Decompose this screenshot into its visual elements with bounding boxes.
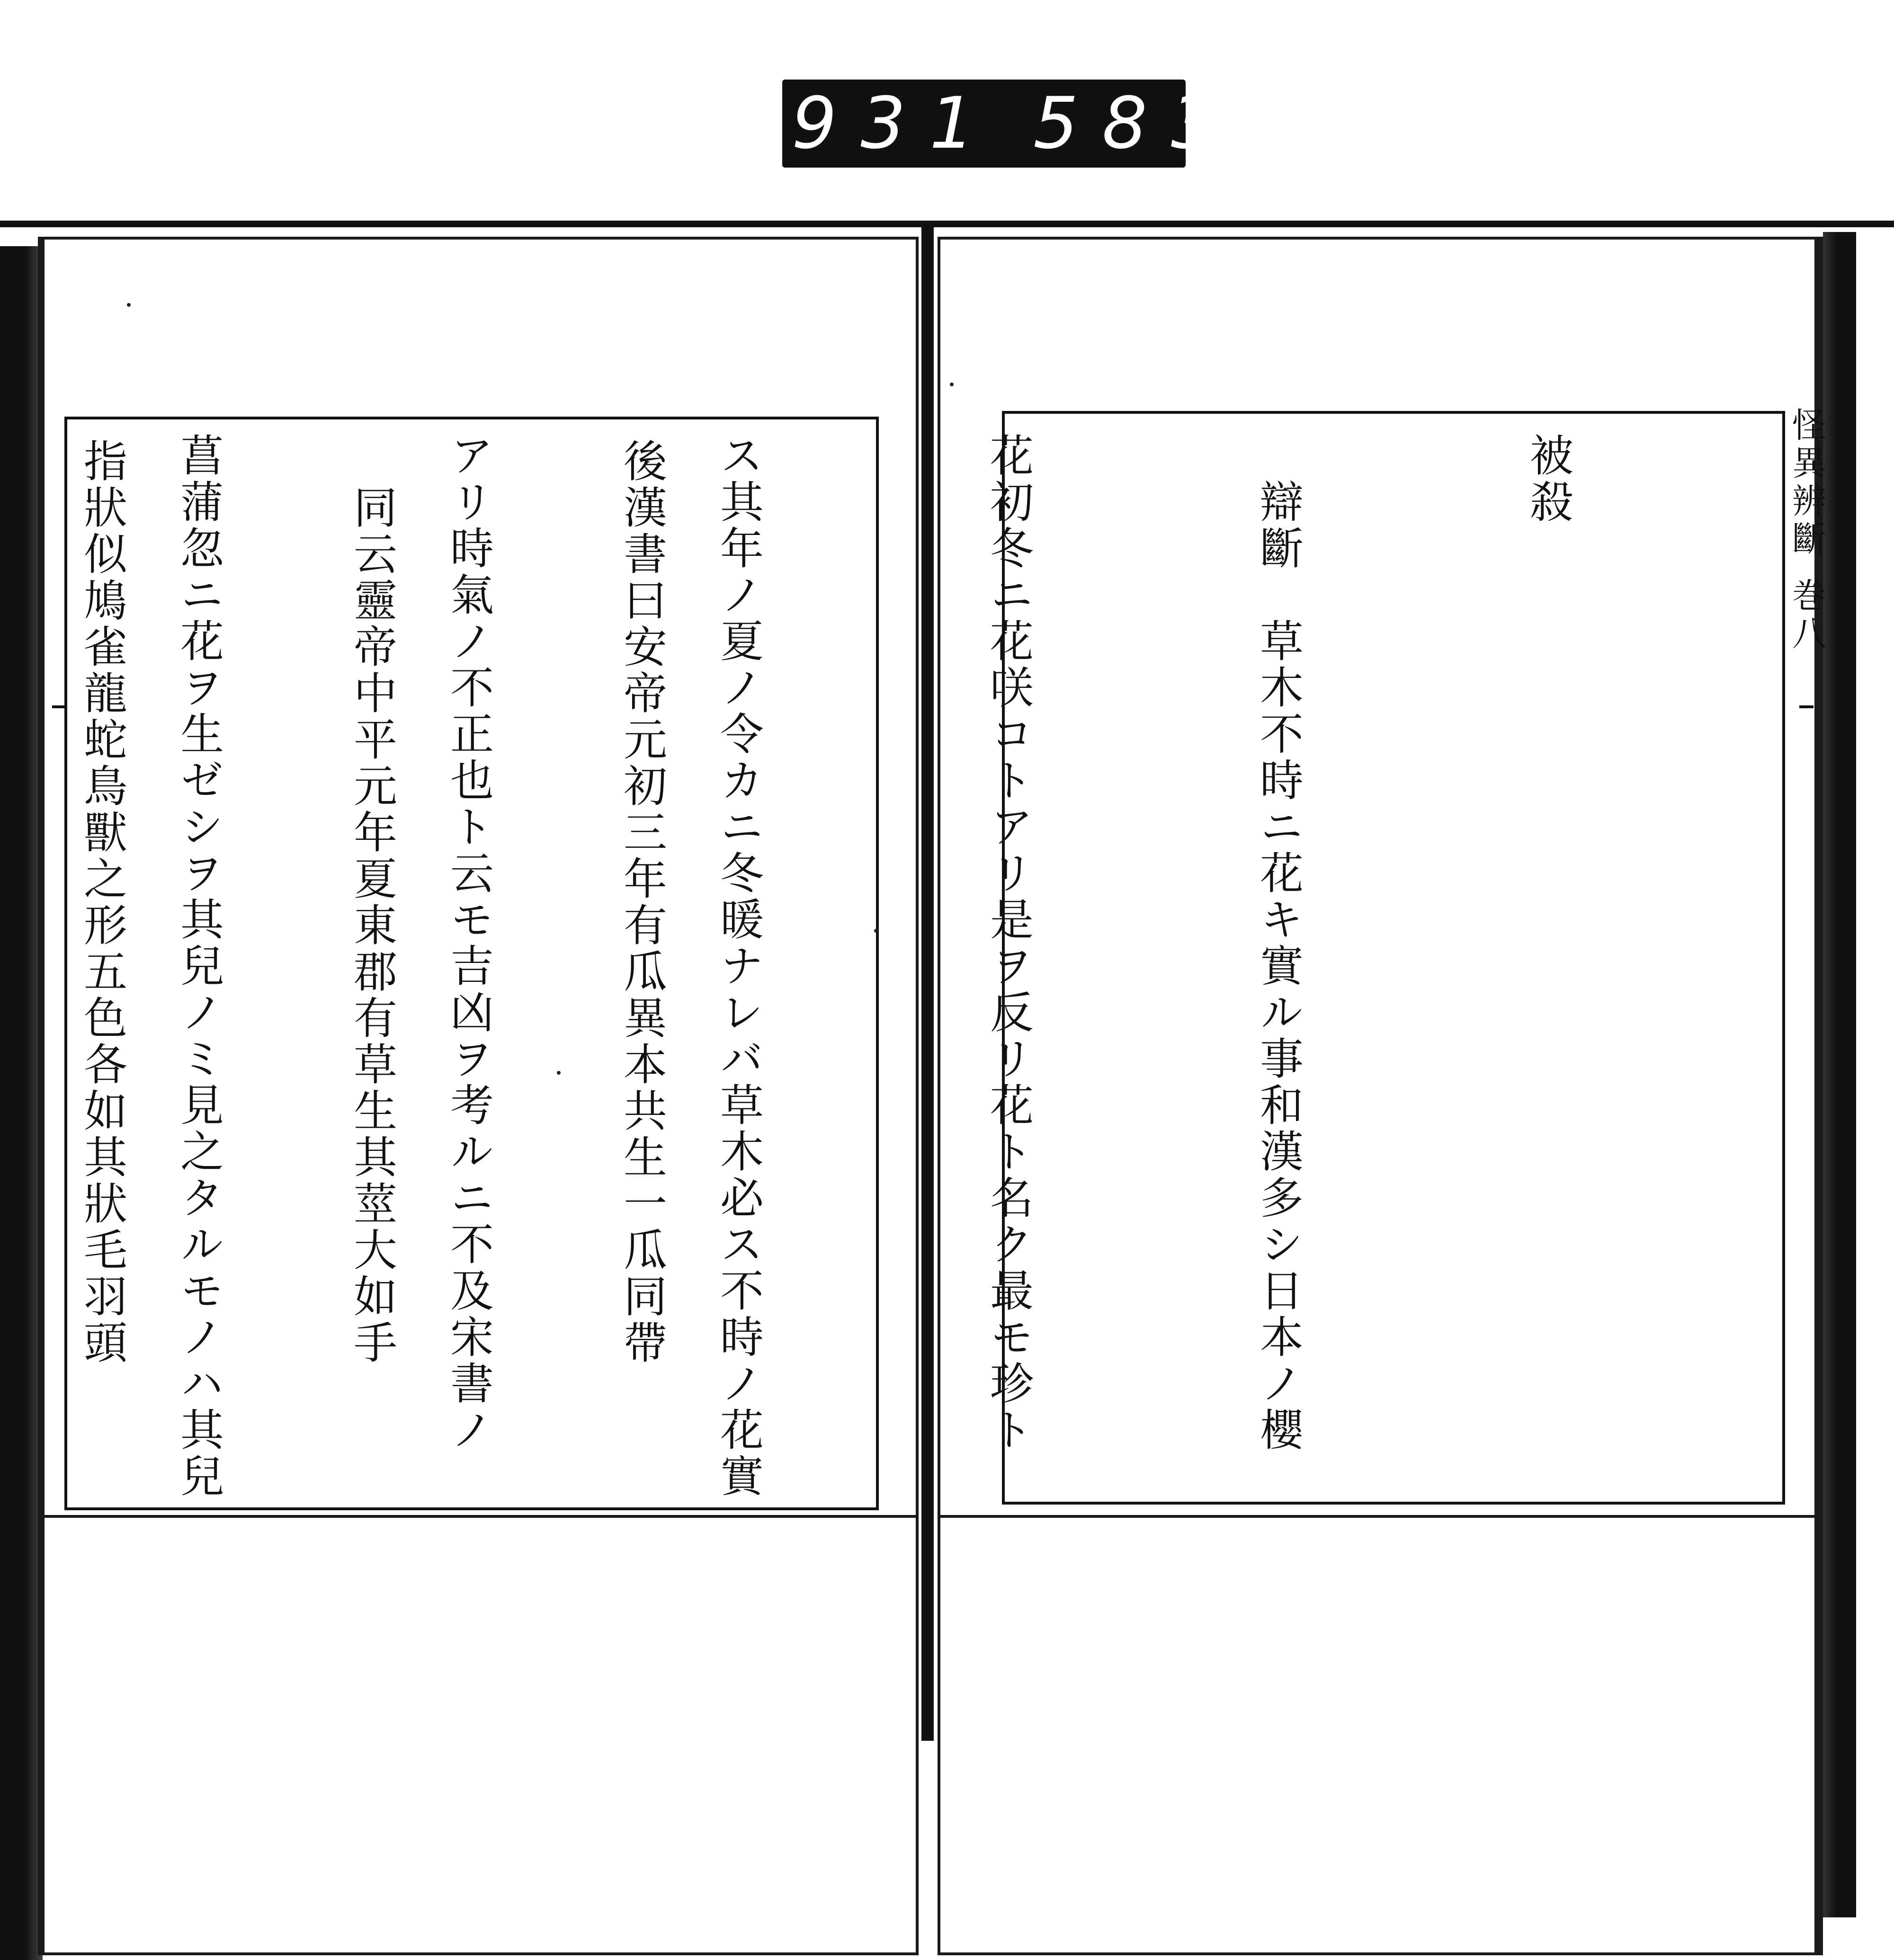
top-fold-line [0,221,1894,227]
paper-speck [950,383,954,386]
margin-tick [1799,705,1814,708]
running-head-title: 怪異辨斷 [1787,407,1826,559]
text-column: 後漢書曰安帝元初三年有瓜異本共生一瓜同帶 [616,438,667,1366]
right-lower-rule [938,1515,1814,1518]
call-number-right: 583. [1033,82,1286,165]
text-column: 被殺 [1523,433,1573,526]
text-column: ス其年ノ夏ノ令カニ冬暖ナレバ草木必ス不時ノ花實 [713,433,764,1500]
paper-speck [127,303,131,307]
text-column: 指狀似鳩雀龍蛇鳥獸之形五色各如其狀毛羽頭 [77,438,127,1366]
right-page-text [0,433,1773,1500]
margin-tick [52,705,66,708]
text-column: 同云靈帝中平元年夏東郡有草生其莖大如手 [347,438,397,1366]
text-column: 辯斷 草木不時ニ花キ實ル事和漢多シ日本ノ櫻 [1253,433,1304,1453]
text-column: 花初冬ニ花咲コトアリ是ヲ反リ花ト名ク最モ珍ト [983,433,1034,1453]
paper-speck [874,929,878,933]
call-number-left: 931 [792,82,999,165]
call-number-label [782,80,1286,168]
paper-speck [557,1071,561,1075]
running-head [1787,407,1826,653]
text-column: 菖蒲忽ニ花ヲ生ゼシヲ其兒ノミ見之タルモノハ其兒 [173,433,224,1500]
running-head-volume: 巻八 [1787,578,1826,653]
text-column: アリ時氣ノ不正也ト云モ吉凶ヲ考ルニ不及宋書ノ [443,433,494,1453]
left-lower-rule [45,1515,919,1518]
right-book-edge [1823,232,1856,1917]
